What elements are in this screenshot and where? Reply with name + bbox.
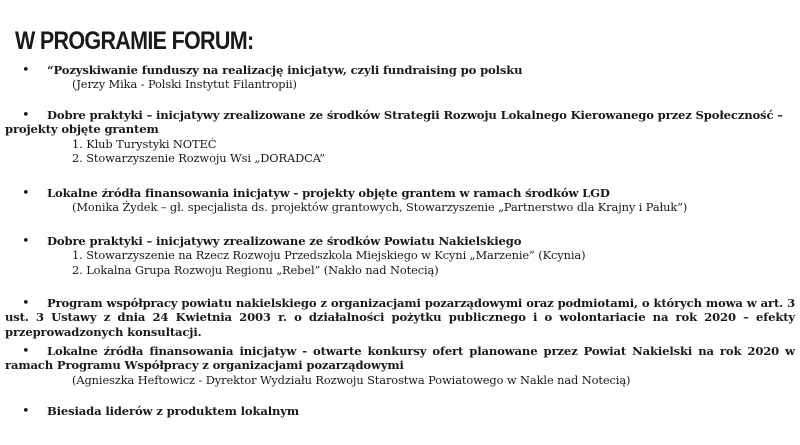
program-item-speaker: (Jerzy Mika - Polski Instytut Filantropii) — [72, 77, 297, 92]
page-title: W PROGRAMIE FORUM: — [15, 27, 254, 55]
bullet: • — [22, 404, 30, 419]
program-item-heading: Lokalne źródła finansowania inicjatyw - projekty objęte grantem w ramach środków LGD — [47, 186, 610, 200]
program-item-heading: Dobre praktyki – inicjatywy zrealizowane ze środków Strategii Rozwoju Lokalnego Kierowanego przez Społeczność – — [47, 108, 783, 122]
program-item-heading: Dobre praktyki – inicjatywy zrealizowane ze środków Powiatu Nakielskiego — [47, 234, 522, 248]
bullet: • — [22, 234, 30, 249]
program-item-heading: Lokalne źródła finansowania inicjatyw - otwarte konkursy ofert planowane przez Powiat Nakielski na rok 2020 w ramach Programu Współpracy z organizacjami pozarządowymi — [5, 344, 795, 373]
program-item-2 — [0, 108, 800, 165]
program-item-speaker: (Agnieszka Heftowicz - Dyrektor Wydziału Rozwoju Starostwa Powiatowego w Nakle nad Notecią) — [72, 372, 631, 387]
bullet: • — [22, 344, 30, 359]
program-item-heading: “Pozyskiwanie funduszy na realizację inicjatyw, czyli fundraising po polsku — [47, 63, 523, 77]
program-item-entry: 2. Lokalna Grupa Rozwoju Regionu „Rebel” (Nakło nad Notecią) — [72, 262, 439, 277]
bullet: • — [22, 63, 30, 78]
program-item-heading: Program współpracy powiatu nakielskiego z organizacjami pozarządowymi oraz podmiotami, o których mowa w art. 3 ust. 3 Ustawy z dnia 24 Kwietnia 2003 r. o działalności pożytku publicznego i o wolontariacie na rok 2020 – efekty przeprowadzonych konsultacji. — [5, 296, 795, 339]
program-item-entry: 1. Klub Turystyki NOTEĆ — [72, 136, 217, 151]
bullet: • — [22, 186, 30, 201]
bullet: • — [22, 296, 30, 311]
program-item-1 — [0, 63, 800, 92]
bullet: • — [22, 108, 30, 123]
program-item-4 — [0, 234, 800, 277]
program-item-heading-continued: projekty objęte grantem — [5, 122, 159, 137]
program-item-7 — [0, 404, 800, 418]
program-item-speaker: (Monika Żydek – gł. specjalista ds. projektów grantowych, Stowarzyszenie „Partnerstwo dla Krajny i Pałuk”) — [72, 200, 688, 215]
program-item-entry: 2. Stowarzyszenie Rozwoju Wsi „DORADCA” — [72, 150, 325, 165]
program-item-entry: 1. Stowarzyszenie na Rzecz Rozwoju Przedszkola Miejskiego w Kcyni „Marzenie” (Kcynia) — [72, 248, 586, 263]
program-item-3 — [0, 186, 800, 215]
program-item-heading: Biesiada liderów z produktem lokalnym — [47, 404, 299, 418]
